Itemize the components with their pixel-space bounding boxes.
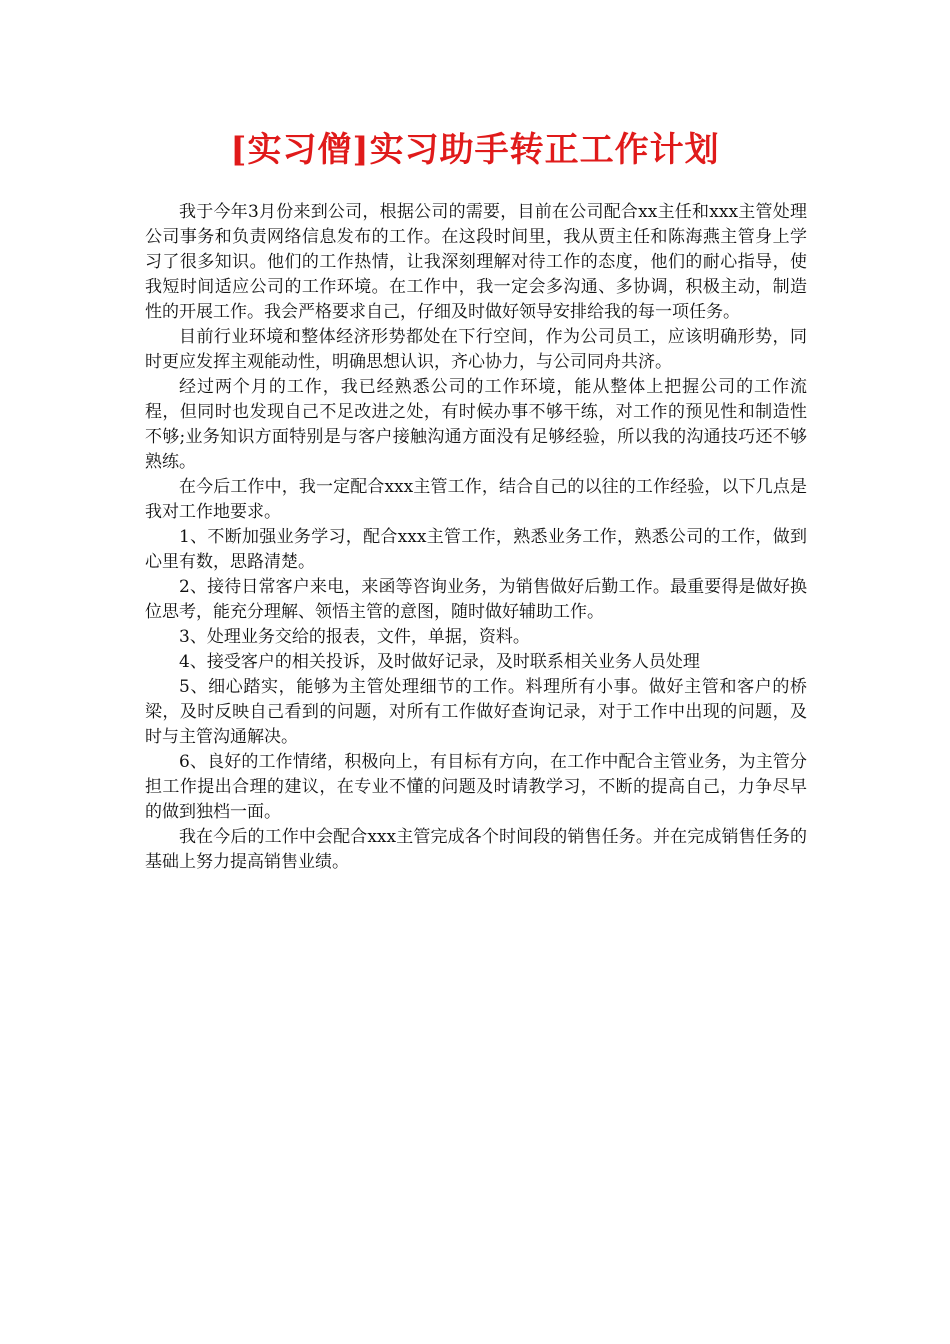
paragraph-conclusion: 我在今后的工作中会配合xxx主管完成各个时间段的销售任务。并在完成销售任务的基础上努力提高销售业绩。 [145, 827, 807, 872]
paragraph-situation: 目前行业环境和整体经济形势都处在下行空间，作为公司员工，应该明确形势，同时更应发挥主观能动性，明确思想认识，齐心协力，与公司同舟共济。 [145, 327, 807, 372]
paragraph-item-4: 4、接受客户的相关投诉，及时做好记录，及时联系相关业务人员处理 [179, 652, 700, 672]
paragraph-plan-intro: 在今后工作中，我一定配合xxx主管工作，结合自己的以往的工作经验，以下几点是我对工作地要求。 [145, 477, 807, 522]
paragraph-item-2: 2、接待日常客户来电，来函等咨询业务，为销售做好后勤工作。最重要得是做好换位思考，能充分理解、领悟主管的意图，随时做好辅助工作。 [145, 577, 807, 622]
document-title: [实习僧]实习助手转正工作计划 [230, 130, 720, 170]
paragraph-item-5: 5、细心踏实，能够为主管处理细节的工作。料理所有小事。做好主管和客户的桥梁，及时反映自己看到的问题，对所有工作做好查询记录，对于工作中出现的问题，及时与主管沟通解决。 [145, 677, 807, 747]
document-body [145, 200, 807, 875]
paragraph-item-6: 6、良好的工作情绪，积极向上，有目标有方向，在工作中配合主管业务，为主管分担工作提出合理的建议，在专业不懂的问题及时请教学习，不断的提高自己，力争尽早的做到独档一面。 [145, 752, 807, 822]
paragraph-item-1: 1、不断加强业务学习，配合xxx主管工作，熟悉业务工作，熟悉公司的工作，做到心里有数，思路清楚。 [145, 527, 807, 572]
paragraph-item-3: 3、处理业务交给的报表，文件，单据，资料。 [179, 627, 530, 647]
paragraph-self-review: 经过两个月的工作，我已经熟悉公司的工作环境，能从整体上把握公司的工作流程，但同时也发现自己不足改进之处，有时候办事不够干练，对工作的预见性和制造性不够;业务知识方面特别是与客户接触沟通方面没有足够经验，所以我的沟通技巧还不够熟练。 [145, 377, 807, 472]
paragraph-intro: 我于今年3月份来到公司，根据公司的需要，目前在公司配合xx主任和xxx主管处理公司事务和负责网络信息发布的工作。在这段时间里，我从贾主任和陈海燕主管身上学习了很多知识。他们的工作热情，让我深刻理解对待工作的态度，他们的耐心指导，使我短时间适应公司的工作环境。在工作中，我一定会多沟通、多协调，积极主动，制造性的开展工作。我会严格要求自己，仔细及时做好领导安排给我的每一项任务。 [145, 202, 807, 322]
